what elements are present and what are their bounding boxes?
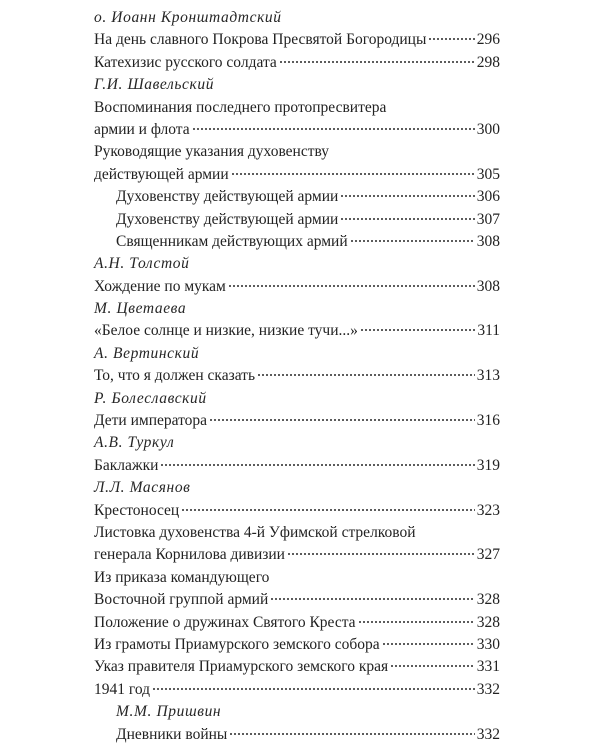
toc-entry[interactable] (94, 612, 500, 634)
dot-leader (270, 598, 475, 600)
toc-entry[interactable] (94, 276, 500, 298)
toc-entry-page: 308 (476, 277, 500, 295)
toc-author: А.Н. Толстой (94, 255, 190, 273)
toc-author: Р. Болеславский (94, 389, 207, 407)
toc-entry-page: 298 (476, 53, 500, 71)
toc-author: А.В. Туркул (94, 434, 175, 452)
toc-entry[interactable] (94, 164, 500, 186)
dot-leader (181, 509, 475, 511)
toc-entry-title-line1[interactable]: Руководящие указания духовенству (94, 143, 330, 161)
dot-leader (360, 329, 475, 331)
toc-entry[interactable] (94, 679, 500, 701)
dot-leader (279, 61, 475, 63)
toc-entry[interactable] (94, 455, 500, 477)
toc-entry-page: 328 (476, 613, 500, 631)
dot-leader (228, 285, 475, 287)
toc-entry-page: 300 (476, 120, 500, 138)
toc-entry-page: 313 (476, 367, 500, 385)
toc-entry-title: Хождение по мукам (94, 277, 226, 295)
toc-entry[interactable] (94, 29, 500, 51)
toc-entry-title: Духовенству действующей армии (116, 210, 339, 228)
toc-entry[interactable] (94, 656, 500, 678)
toc-entry-title: То, что я должен сказать (94, 367, 256, 385)
toc-author: А. Вертинский (94, 344, 200, 362)
toc-entry-page: 316 (476, 412, 500, 430)
toc-entry-page: 332 (476, 725, 500, 743)
toc-entry-title: Из грамоты Приамурского земского собора (94, 635, 380, 653)
toc-entry[interactable] (94, 209, 500, 231)
dot-leader (350, 240, 475, 242)
dot-leader (287, 553, 475, 555)
toc-entry-title: Священникам действующих армий (116, 232, 348, 250)
toc-author: М. Цветаева (94, 300, 187, 318)
toc-entry-page: 308 (476, 232, 500, 250)
toc-author: Л.Л. Масянов (94, 479, 191, 497)
toc-entry-title: На день славного Покрова Пресвятой Богородицы (94, 31, 427, 49)
toc-entry[interactable] (94, 589, 500, 611)
toc-entry-title: армии и флота (94, 120, 190, 138)
toc-entry[interactable] (94, 119, 500, 141)
dot-leader (231, 173, 475, 175)
toc-entry-page: 328 (476, 591, 500, 609)
toc-entry[interactable] (94, 410, 500, 432)
dot-leader (192, 128, 475, 130)
toc-entry-title: Баклажки (94, 456, 159, 474)
toc-entry-title: Крестоносец (94, 501, 180, 519)
toc-entry-title: Катехизис русского солдата (94, 53, 277, 71)
toc-entry-title: действующей армии (94, 165, 229, 183)
dot-leader (160, 464, 474, 466)
toc-entry-page: 311 (477, 322, 500, 340)
dot-leader (152, 688, 475, 690)
toc-entry[interactable] (94, 186, 500, 208)
toc-entry[interactable] (94, 724, 500, 746)
toc-entry[interactable] (94, 500, 500, 522)
toc-entry[interactable] (94, 544, 500, 566)
toc-entry-page: 296 (476, 31, 500, 49)
dot-leader (257, 374, 475, 376)
toc-entry-page: 327 (476, 546, 500, 564)
dot-leader (390, 665, 475, 667)
toc-entry-page: 306 (476, 188, 500, 206)
toc-entry-page: 330 (476, 635, 500, 653)
table-of-contents (94, 7, 500, 746)
toc-author: о. Иоанн Кронштадтский (94, 9, 282, 26)
toc-entry[interactable] (94, 634, 500, 656)
dot-leader (340, 218, 474, 220)
toc-entry-title: Положение о дружинах Святого Креста (94, 613, 356, 631)
dot-leader (229, 733, 474, 735)
dot-leader (382, 643, 475, 645)
toc-entry-title-line1[interactable]: Воспоминания последнего протопресвитера (94, 98, 387, 116)
toc-entry[interactable] (94, 231, 500, 253)
dot-leader (340, 195, 474, 197)
toc-entry-title-line1[interactable]: Листовка духовенства 4-й Уфимской стрелковой (94, 523, 416, 541)
toc-entry[interactable] (94, 365, 500, 387)
toc-entry-page: 332 (476, 680, 500, 698)
toc-entry-title-line1[interactable]: Из приказа командующего (94, 568, 270, 586)
toc-entry[interactable] (94, 320, 500, 342)
dot-leader (209, 419, 475, 421)
toc-entry-page: 319 (476, 456, 500, 474)
dot-leader (358, 621, 475, 623)
toc-entry-title: Восточной группой армий (94, 591, 269, 609)
toc-entry[interactable] (94, 52, 500, 74)
toc-author: Г.И. Шавельский (94, 76, 215, 94)
toc-entry-page: 331 (476, 658, 500, 676)
toc-entry-title: Указ правителя Приамурского земского края (94, 658, 389, 676)
dot-leader (428, 38, 474, 40)
toc-entry-title: Дневники войны (116, 725, 228, 743)
toc-entry-page: 323 (476, 501, 500, 519)
toc-entry-title: Духовенству действующей армии (116, 188, 339, 206)
toc-entry-title: Дети императора (94, 412, 208, 430)
toc-entry-page: 305 (476, 165, 500, 183)
toc-entry-title: генерала Корнилова дивизии (94, 546, 285, 564)
toc-entry-page: 307 (476, 210, 500, 228)
toc-author: М.М. Пришвин (116, 703, 222, 721)
toc-entry-title: 1941 год (94, 680, 151, 698)
toc-entry-title: «Белое солнце и низкие, низкие тучи...» (94, 322, 358, 340)
